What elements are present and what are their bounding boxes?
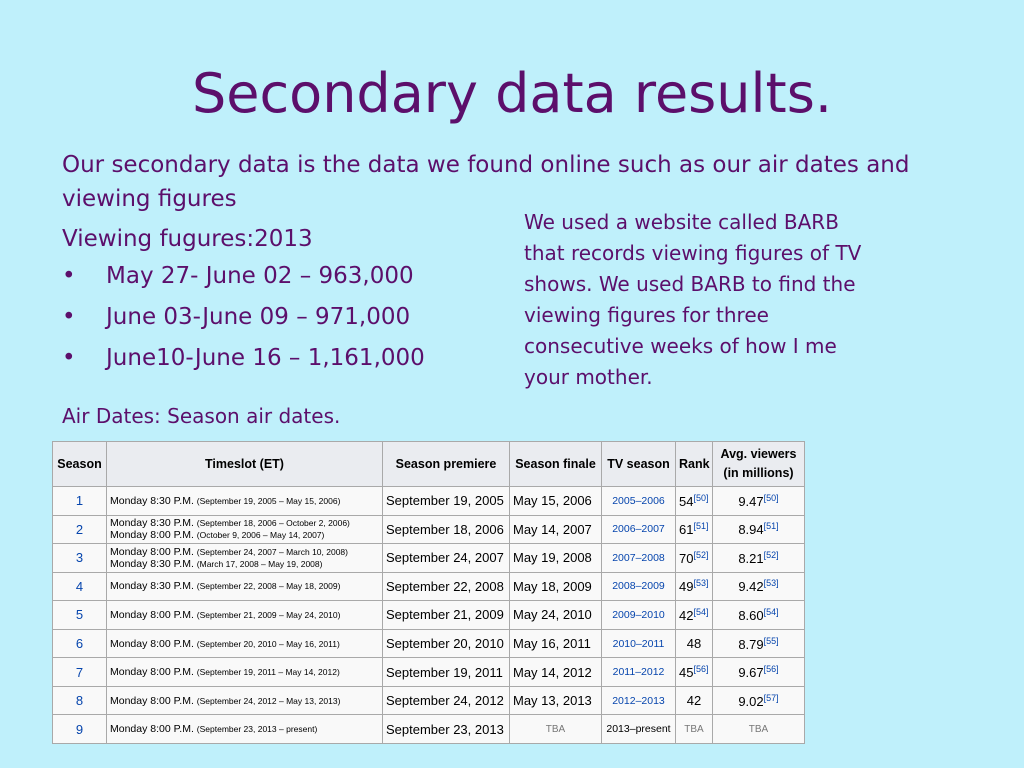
rank-cell: TBA <box>676 715 713 744</box>
reference-link[interactable]: [56] <box>693 664 709 675</box>
table-row <box>53 686 805 715</box>
rank-cell: 42 <box>676 686 713 715</box>
rank-cell: 61[51] <box>676 515 713 544</box>
column-header-timeslot: Timeslot (ET) <box>107 442 383 487</box>
table-header-row <box>53 442 805 487</box>
tv-season-link[interactable]: 2011–2012 <box>602 658 676 687</box>
bullet-icon: • <box>62 263 76 289</box>
timeslot-cell: Monday 8:00 P.M. (September 19, 2011 – May 14, 2012) <box>107 658 383 687</box>
list-item: • May 27- June 02 – 963,000 <box>62 256 922 297</box>
season-table-wrapper <box>52 441 804 744</box>
rank-cell: 49[53] <box>676 572 713 601</box>
finale-cell: May 24, 2010 <box>510 601 602 630</box>
season-number-link[interactable]: 8 <box>53 686 107 715</box>
bullet-icon: • <box>62 345 76 371</box>
rank-cell: 42[54] <box>676 601 713 630</box>
column-header-season: Season <box>53 442 107 487</box>
tv-season-link[interactable]: 2012–2013 <box>602 686 676 715</box>
season-table <box>52 441 805 744</box>
rank-cell: 70[52] <box>676 544 713 573</box>
tv-season-link: 2013–present <box>602 715 676 744</box>
premiere-cell: September 22, 2008 <box>383 572 510 601</box>
timeslot-cell: Monday 8:00 P.M. (September 20, 2010 – May 16, 2011) <box>107 629 383 658</box>
premiere-cell: September 24, 2012 <box>383 686 510 715</box>
table-row <box>53 544 805 573</box>
finale-cell: TBA <box>510 715 602 744</box>
viewers-cell: 8.94[51] <box>713 515 805 544</box>
reference-link[interactable]: [51] <box>693 521 709 532</box>
table-row <box>53 487 805 516</box>
finale-cell: May 16, 2011 <box>510 629 602 658</box>
finale-cell: May 18, 2009 <box>510 572 602 601</box>
season-number-link[interactable]: 1 <box>53 487 107 516</box>
reference-link[interactable]: [50] <box>693 492 709 503</box>
tv-season-link[interactable]: 2006–2007 <box>602 515 676 544</box>
table-row <box>53 715 805 744</box>
air-dates-label: Air Dates: Season air dates. <box>62 404 341 428</box>
tv-season-link[interactable]: 2008–2009 <box>602 572 676 601</box>
finale-cell: May 14, 2012 <box>510 658 602 687</box>
timeslot-cell: Monday 8:30 P.M. (September 22, 2008 – May 18, 2009) <box>107 572 383 601</box>
reference-link[interactable]: [55] <box>763 635 779 646</box>
column-header-tv-season: TV season <box>602 442 676 487</box>
season-number-link[interactable]: 9 <box>53 715 107 744</box>
season-number-link[interactable]: 7 <box>53 658 107 687</box>
viewers-cell: 8.79[55] <box>713 629 805 658</box>
season-number-link[interactable]: 2 <box>53 515 107 544</box>
premiere-cell: September 24, 2007 <box>383 544 510 573</box>
slide-title: Secondary data results. <box>191 62 832 125</box>
column-header-rank: Rank <box>676 442 713 487</box>
tv-season-link[interactable]: 2007–2008 <box>602 544 676 573</box>
premiere-cell: September 19, 2005 <box>383 487 510 516</box>
timeslot-cell: Monday 8:30 P.M. (September 18, 2006 – October 2, 2006) Monday 8:00 P.M. (October 9, 2006 – May 14, 2007) <box>107 515 383 544</box>
season-number-link[interactable]: 5 <box>53 601 107 630</box>
reference-link[interactable]: [52] <box>693 549 709 560</box>
premiere-cell: September 19, 2011 <box>383 658 510 687</box>
rank-cell: 54[50] <box>676 487 713 516</box>
premiere-cell: September 18, 2006 <box>383 515 510 544</box>
finale-cell: May 13, 2013 <box>510 686 602 715</box>
tv-season-link[interactable]: 2010–2011 <box>602 629 676 658</box>
reference-link[interactable]: [53] <box>763 578 779 589</box>
column-header-premiere: Season premiere <box>383 442 510 487</box>
reference-link[interactable]: [50] <box>763 492 779 503</box>
viewers-cell: 9.02[57] <box>713 686 805 715</box>
season-number-link[interactable]: 6 <box>53 629 107 658</box>
rank-cell: 48 <box>676 629 713 658</box>
timeslot-cell: Monday 8:00 P.M. (September 24, 2007 – March 10, 2008) Monday 8:30 P.M. (March 17, 2008 – May 19, 2008) <box>107 544 383 573</box>
intro-paragraph: Our secondary data is the data we found online such as our air dates and viewing figures <box>62 152 910 212</box>
column-header-finale: Season finale <box>510 442 602 487</box>
list-item: • June10-June 16 – 1,161,000 <box>62 338 922 379</box>
table-row <box>53 658 805 687</box>
tv-season-link[interactable]: 2009–2010 <box>602 601 676 630</box>
timeslot-cell: Monday 8:00 P.M. (September 23, 2013 – present) <box>107 715 383 744</box>
table-row <box>53 601 805 630</box>
rank-cell: 45[56] <box>676 658 713 687</box>
finale-cell: May 14, 2007 <box>510 515 602 544</box>
reference-link[interactable]: [54] <box>693 606 709 617</box>
list-item: • June 03-June 09 – 971,000 <box>62 297 922 338</box>
reference-link[interactable]: [51] <box>763 521 779 532</box>
reference-link[interactable]: [54] <box>763 606 779 617</box>
premiere-cell: September 20, 2010 <box>383 629 510 658</box>
reference-link[interactable]: [57] <box>763 692 779 703</box>
timeslot-cell: Monday 8:00 P.M. (September 21, 2009 – May 24, 2010) <box>107 601 383 630</box>
premiere-cell: September 21, 2009 <box>383 601 510 630</box>
table-row <box>53 629 805 658</box>
premiere-cell: September 23, 2013 <box>383 715 510 744</box>
viewers-cell: 9.67[56] <box>713 658 805 687</box>
bullet-icon: • <box>62 304 76 330</box>
reference-link[interactable]: [52] <box>763 549 779 560</box>
viewing-figures-title: Viewing fugures:2013 <box>62 226 313 252</box>
season-table-body <box>53 487 805 744</box>
season-number-link[interactable]: 4 <box>53 572 107 601</box>
viewers-cell: 9.42[53] <box>713 572 805 601</box>
reference-link[interactable]: [53] <box>693 578 709 589</box>
viewers-cell: 8.60[54] <box>713 601 805 630</box>
season-number-link[interactable]: 3 <box>53 544 107 573</box>
viewers-cell: 9.47[50] <box>713 487 805 516</box>
finale-cell: May 19, 2008 <box>510 544 602 573</box>
table-row <box>53 572 805 601</box>
reference-link[interactable]: [56] <box>763 664 779 675</box>
table-row <box>53 515 805 544</box>
column-header-viewers: Avg. viewers (in millions) <box>713 442 805 487</box>
finale-cell: May 15, 2006 <box>510 487 602 516</box>
tv-season-link[interactable]: 2005–2006 <box>602 487 676 516</box>
viewers-cell: 8.21[52] <box>713 544 805 573</box>
viewers-cell: TBA <box>713 715 805 744</box>
timeslot-cell: Monday 8:00 P.M. (September 24, 2012 – May 13, 2013) <box>107 686 383 715</box>
barb-note: We used a website called BARB that records viewing figures of TV shows. We used BARB to find the viewing figures for three consecutive weeks of how I me your mother. <box>524 210 862 389</box>
timeslot-cell: Monday 8:30 P.M. (September 19, 2005 – May 15, 2006) <box>107 487 383 516</box>
